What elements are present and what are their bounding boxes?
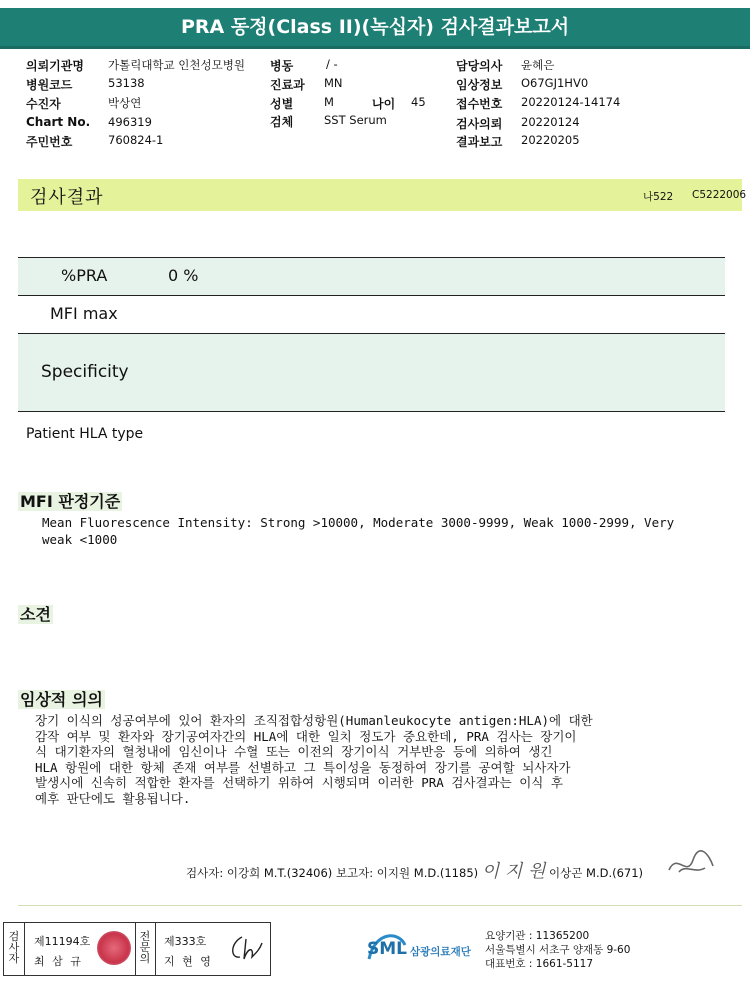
value-doctor: 윤혜은 <box>521 58 555 72</box>
value-resident-no: 760824-1 <box>108 133 164 147</box>
reporter-handwritten-signature: 이 지 원 <box>481 861 546 882</box>
reporter-signature-text: 보고자: 이지원 M.D.(1185) <box>335 866 479 880</box>
sml-logo <box>365 929 485 969</box>
label-patient: 수진자 <box>26 97 61 111</box>
mfi-criteria-title: MFI 판정기준 <box>20 492 121 511</box>
org-info <box>485 929 630 971</box>
sml-logo-text: SML <box>367 939 407 959</box>
label-request-date: 검사의뢰 <box>456 117 503 131</box>
reporter2-signature-mark <box>665 848 717 880</box>
value-specimen: SST Serum <box>324 113 387 127</box>
label-ward: 병동 <box>270 59 294 73</box>
footer-doctor-vertical-label: 전 문 의 <box>139 930 151 965</box>
header-row-hospital-code <box>26 76 266 93</box>
footer-doctor-name: 지 현 영 <box>164 955 213 968</box>
clinical-title: 임상적 의의 <box>20 690 103 709</box>
footer-tester-vertical-label: 검 사 자 <box>8 930 20 965</box>
footer-signature-box <box>3 922 271 976</box>
report-title: PRA 동정(Class II)(녹십자) 검사결과보고서 <box>0 8 750 49</box>
value-hospital-code: 53138 <box>108 76 145 90</box>
results-section-title: 검사결과 <box>30 187 104 208</box>
footer-tester-name: 최 삼 규 <box>34 955 83 968</box>
value-request-date: 20220124 <box>521 115 580 129</box>
value-receipt-no: 20220124-14174 <box>521 95 621 109</box>
header-row-chart-no <box>26 115 266 129</box>
value-ward: / - <box>326 57 338 71</box>
mfi-max-label: MFI max <box>50 304 118 323</box>
value-sex: M <box>324 95 334 109</box>
value-institution: 가톨릭대학교 인천성모병원 <box>108 58 245 72</box>
label-chart-no: Chart No. <box>26 115 91 129</box>
value-patient: 박상연 <box>108 96 142 110</box>
row-mfi-max <box>18 296 725 334</box>
footer-separator <box>18 905 742 906</box>
row-pra <box>18 258 725 296</box>
label-sex: 성별 <box>270 97 294 111</box>
value-department: MN <box>324 76 343 90</box>
header-row-department <box>270 76 450 93</box>
signature-line <box>186 857 643 883</box>
header-row-resident-no <box>26 133 266 150</box>
clinical-line: 발생시에 신속히 적합한 환자를 선택하기 위하여 시행되며 이러한 PRA 검사결과는 이식 후 <box>35 775 563 790</box>
specificity-label: Specificity <box>41 362 129 382</box>
mfi-criteria-line-1: Mean Fluorescence Intensity: Strong >10000, Moderate 3000-9999, Weak 1000-2999, Very <box>42 515 675 530</box>
footer-doctor-no: 제333호 <box>164 935 207 948</box>
label-department: 진료과 <box>270 78 305 92</box>
footer-tester-no: 제11194호 <box>34 935 91 948</box>
clinical-line: 감작 여부 및 환자와 장기공여자간의 HLA에 대한 일치 정도가 중요한데, PRA 검사는 장기이 <box>35 728 577 744</box>
tester-signature-text: 검사자: 이강희 M.T.(32406) <box>186 866 333 880</box>
label-specimen: 검체 <box>270 115 294 129</box>
results-code-2: C5222006 <box>692 189 747 201</box>
pra-value: 0 % <box>168 266 199 285</box>
reporter2-signature-text: 이상곤 M.D.(671) <box>549 866 644 880</box>
header-row-receipt-no <box>456 95 656 112</box>
clinical-line: 식 대기환자의 혈청내에 임신이나 수혈 또는 이전의 장기이식 거부반응 등에 의하여 생긴 <box>35 744 553 759</box>
clinical-paragraph <box>35 713 725 806</box>
clinical-line: HLA 항원에 대한 항체 존재 여부를 선별하고 그 특이성을 동정하여 장기를 공여할 뇌사자가 <box>35 759 571 775</box>
doctor-signature-mark <box>226 933 264 965</box>
value-report-date: 20220205 <box>521 133 580 147</box>
footer-divider <box>24 923 25 975</box>
label-receipt-no: 접수번호 <box>456 97 503 111</box>
header-row-clinical-info <box>456 76 656 93</box>
org-info-line-3: 대표번호 : 1661-5117 <box>485 958 594 970</box>
label-hospital-code: 병원코드 <box>26 78 73 92</box>
footer-divider <box>135 923 136 975</box>
findings-title: 소견 <box>20 605 51 624</box>
row-specificity <box>18 334 725 412</box>
header-row-request-date <box>456 115 656 132</box>
label-age: 나이 <box>372 97 396 111</box>
results-code-1: 나522 <box>643 191 674 203</box>
mfi-criteria-line-2: weak <1000 <box>42 532 118 547</box>
header-row-doctor <box>456 57 656 74</box>
label-clinical-info: 임상정보 <box>456 78 503 92</box>
header-row-ward <box>270 57 450 74</box>
tester-seal-stamp <box>97 931 131 965</box>
header-row-institution <box>26 57 266 74</box>
org-info-line-1: 요양기관 : 11365200 <box>485 930 590 942</box>
header-row-specimen <box>270 113 450 130</box>
org-info-line-2: 서울특별시 서초구 양재동 9-60 <box>485 944 631 956</box>
results-section-bar <box>18 179 742 211</box>
value-clinical-info: O67GJ1HV0 <box>521 76 589 90</box>
label-resident-no: 주민번호 <box>26 135 73 149</box>
value-chart-no: 496319 <box>108 115 152 129</box>
label-report-date: 결과보고 <box>456 135 503 149</box>
header-row-report-date <box>456 133 656 150</box>
value-age: 45 <box>411 95 426 109</box>
patient-hla-label: Patient HLA type <box>26 426 144 442</box>
footer-divider <box>155 923 156 975</box>
clinical-line: 장기 이식의 성공여부에 있어 환자의 조직접합성항원(Humanleukocyte antigen:HLA)에 대한 <box>35 713 593 728</box>
header-row-patient <box>26 95 266 112</box>
org-name: 삼광의료재단 <box>410 946 471 958</box>
label-institution: 의뢰기관명 <box>26 59 84 73</box>
clinical-line: 예후 판단에도 활용됩니다. <box>35 790 191 806</box>
header-row-sex <box>270 95 450 112</box>
label-doctor: 담당의사 <box>456 59 503 73</box>
pra-label: %PRA <box>61 266 108 285</box>
